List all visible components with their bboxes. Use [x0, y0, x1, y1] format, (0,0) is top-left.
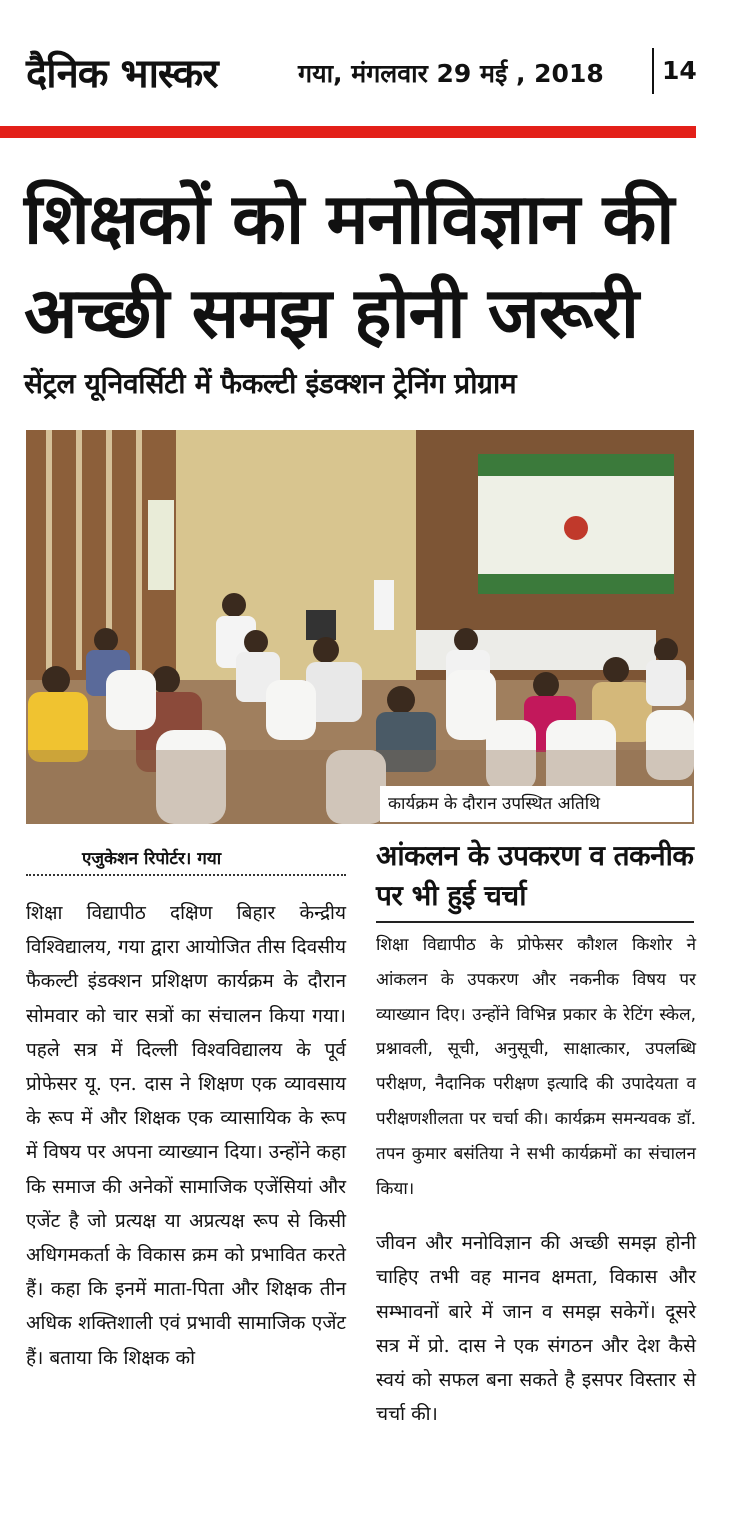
- byline: एजुकेशन रिपोर्टर। गया: [82, 849, 222, 869]
- side-heading: आंकलन के उपकरण व तकनीक पर भी हुई चर्चा: [376, 839, 694, 912]
- masthead-divider: [652, 48, 654, 94]
- byline-divider: [26, 874, 346, 876]
- side-heading-rule: [376, 921, 694, 923]
- article-body-right-second: जीवन और मनोविज्ञान की अच्छी समझ होनी चाहिए तभी वह मानव क्षमता, विकास और सम्भावनों बारे में जान व समझ सकेगें। दूसरे सत्र में प्रो. दास ने एक संगठन और देश कैसे स्वयं को सफल बना सकते है इसपर विस्तार से चर्चा की।: [376, 1232, 696, 1426]
- article-body-right-first: शिक्षा विद्यापीठ के प्रोफेसर कौशल किशोर ने आंकलन के उपकरण और नकनीक विषय पर व्याख्यान दिए। उन्होंने विभिन्न प्रकार के रेटिंग स्केल, प्रश्नावली, सूची, अनुसूची, साक्षात्कार, उपलब्धि परीक्षण, नैदानिक परीक्षण इत्यादि की उपादेयता व परीक्षणशीलता पर चर्चा की। कार्यक्रम समन्यवक डॉ. तपन कुमार बसंतिया ने सभी कार्यक्रमों का संचालन किया।: [376, 935, 696, 1199]
- photo-caption: कार्यक्रम के दौरान उपस्थित अतिथि: [380, 786, 692, 822]
- dateline: गया, मंगलवार 29 मई , 2018: [298, 59, 604, 88]
- article-body-left: शिक्षा विद्यापीठ दक्षिण बिहार केन्द्रीय विश्विद्यालय, गया द्वारा आयोजित तीस दिवसीय फैकल्टी इंडक्शन प्रशिक्षण कार्यक्रम के दौरान सोमवार को चार सत्रों का संचालन किया गया। पहले सत्र में दिल्ली विश्वविद्यालय के पूर्व प्रोफेसर यू. एन. दास ने शिक्षण एक व्यावसाय के रूप में और शिक्षक एक व्यासायिक के रूप में विषय पर अपना व्याख्यान दिया। उन्होंने कहा कि समाज की अनेकों सामाजिक एजेंसियां और एजेंट है जो प्रत्यक्ष या अप्रत्यक्ष रूप से किसी अधिगमकर्ता के विकास क्रम को प्रभावित करते हैं। कहा कि इनमें माता-पिता और शिक्षक तीन अधिक शक्तिशाली एवं प्रभावी सामाजिक एजेंट हैं। बताया कि शिक्षक को: [26, 902, 346, 1369]
- accent-rule: [0, 126, 696, 138]
- headline: शिक्षकों को मनोविज्ञान की अच्छी समझ होनी जरूरी: [24, 178, 674, 354]
- page-number: 14: [662, 56, 697, 85]
- subheadline: सेंट्रल यूनिवर्सिटी में फैकल्टी इंडक्शन ट्रेनिंग प्रोग्राम: [24, 367, 517, 400]
- newspaper-logo: दैनिक भास्कर: [26, 51, 218, 97]
- masthead: [26, 44, 706, 104]
- event-photo: [26, 430, 694, 824]
